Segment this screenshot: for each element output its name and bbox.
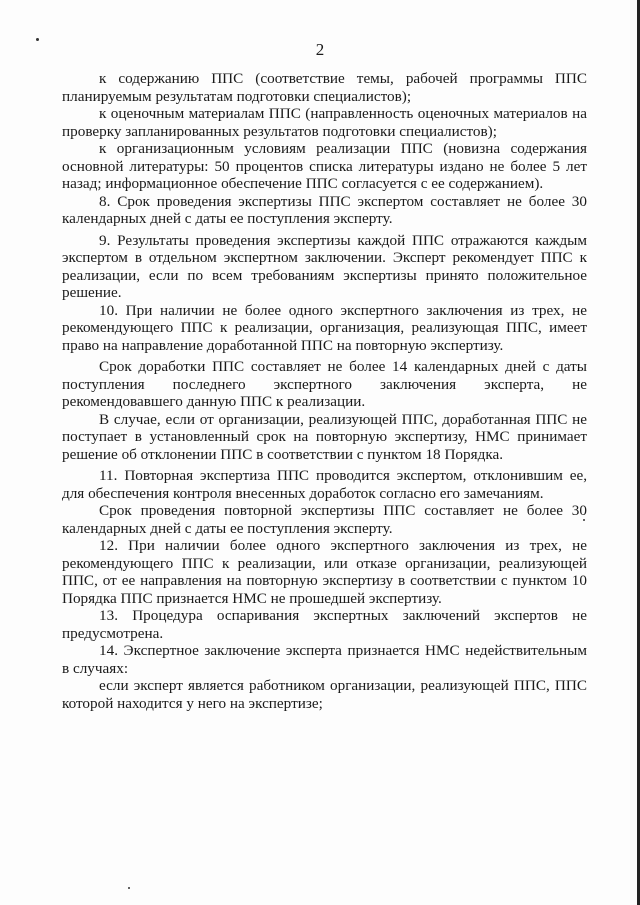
paragraph: 11. Повторная экспертиза ППС проводится экспертом, отклонившим ее, для обеспечения контроля внесенных доработок согласно его замечаниям. — [62, 467, 587, 502]
paragraph: 12. При наличии более одного экспертного заключения из трех, не рекомендующего ППС к реализации, или отказе организации, реализующей ППС, от ее направления на повторную экспертизу в соответствии с пунктом 10 Порядка ППС признается НМС не прошедшей экспертизу. — [62, 537, 587, 607]
paragraph: Срок проведения повторной экспертизы ППС составляет не более 30 календарных дней с даты ее поступления эксперту. — [62, 502, 587, 537]
paragraph: к оценочным материалам ППС (направленность оценочных материалов на проверку запланированных результатов подготовки специалистов); — [62, 105, 587, 140]
paragraph: 9. Результаты проведения экспертизы каждой ППС отражаются каждым экспертом в отдельном экспертном заключении. Эксперт рекомендует ППС к реализации, если по всем требованиям экспертизы принято положительное решение. — [62, 231, 587, 301]
paragraph: 14. Экспертное заключение эксперта признается НМС недействительным в случаях: — [62, 642, 587, 677]
paragraph: к организационным условиям реализации ППС (новизна содержания основной литературы: 50 процентов списка литературы издано не более 5 лет назад; информационное обеспечение ППС согласуется с ее содержанием). — [62, 140, 587, 192]
paragraph: если эксперт является работником организации, реализующей ППС, ППС которой находится у него на экспертизе; — [62, 677, 587, 712]
paragraph: 13. Процедура оспаривания экспертных заключений экспертов не предусмотрена. — [62, 607, 587, 642]
paragraph: В случае, если от организации, реализующей ППС, доработанная ППС не поступает в установленный срок на повторную экспертизу, НМС принимает решение об отклонении ППС в соответствии с пунктом 18 Порядка. — [62, 410, 587, 463]
scan-speck — [128, 887, 130, 889]
paragraph: 8. Срок проведения экспертизы ППС экспертом составляет не более 30 календарных дней с даты ее поступления эксперту. — [62, 192, 587, 227]
paragraph: Срок доработки ППС составляет не более 14 календарных дней с даты поступления последнего экспертного заключения эксперта, не рекомендовавшего данную ППС к реализации. — [62, 358, 587, 410]
paragraph: к содержанию ППС (соответствие темы, рабочей программы ППС планируемым результатам подготовки специалистов); — [62, 70, 587, 105]
document-body — [62, 70, 587, 712]
paragraph: 10. При наличии не более одного экспертного заключения из трех, не рекомендующего ППС к реализации, организация, реализующая ППС, имеет право на направление доработанной ППС на повторную экспертизу. — [62, 301, 587, 354]
page-number: 2 — [315, 40, 325, 59]
